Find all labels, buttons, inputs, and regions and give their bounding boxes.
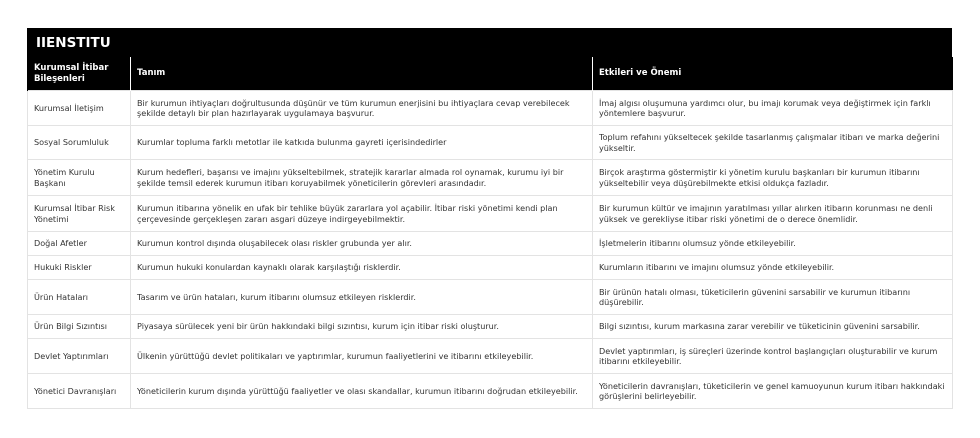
- cell-component: Doğal Afetler: [28, 232, 131, 256]
- cell-definition: Yöneticilerin kurum dışında yürüttüğü faaliyetler ve olası skandallar, kurumun itibarını doğrudan etkileyebilir.: [131, 374, 593, 409]
- table-row: [28, 374, 953, 409]
- table-container: [27, 28, 952, 409]
- cell-effect: Bilgi sızıntısı, kurum markasına zarar verebilir ve tüketicinin güvenini sarsabilir.: [593, 315, 953, 339]
- header-definition: Tanım: [131, 57, 593, 91]
- cell-component: Yönetim Kurulu Başkanı: [28, 160, 131, 196]
- table-row: [28, 315, 953, 339]
- cell-component: Ürün Hataları: [28, 280, 131, 315]
- table-row: [28, 91, 953, 126]
- cell-definition: Kurumun hukuki konulardan kaynaklı olarak karşılaştığı risklerdir.: [131, 256, 593, 280]
- header-row: [28, 57, 953, 91]
- table-row: [28, 196, 953, 232]
- cell-definition: Kurum hedefleri, başarısı ve imajını yükseltebilmek, stratejik kararlar almada rol oynamak, kurumu iyi bir şekilde temsil ederek kurumun itibarı koruyabilmek yöneticilerin görevleri arasındadır.: [131, 160, 593, 196]
- cell-definition: Piyasaya sürülecek yeni bir ürün hakkındaki bilgi sızıntısı, kurum için itibar riski oluşturur.: [131, 315, 593, 339]
- cell-effect: Toplum refahını yükseltecek şekilde tasarlanmış çalışmalar itibarı ve marka değerini yükseltir.: [593, 126, 953, 160]
- table-row: [28, 126, 953, 160]
- cell-component: Hukuki Riskler: [28, 256, 131, 280]
- reputation-table: [27, 57, 953, 409]
- cell-effect: Bir kurumun kültür ve imajının yaratılması yıllar alırken itibarın korunması ne denli yüksek ve gerekliyse itibar riski yönetimi de o derece önemlidir.: [593, 196, 953, 232]
- table-row: [28, 232, 953, 256]
- header-effects: Etkileri ve Önemi: [593, 57, 953, 91]
- table-row: [28, 160, 953, 196]
- cell-effect: Kurumların itibarını ve imajını olumsuz yönde etkileyebilir.: [593, 256, 953, 280]
- cell-component: Kurumsal İletişim: [28, 91, 131, 126]
- table-body: [28, 91, 953, 409]
- cell-effect: Devlet yaptırımları, iş süreçleri üzerinde kontrol başlangıçları oluşturabilir ve kurum itibarını etkileyebilir.: [593, 339, 953, 374]
- cell-effect: Birçok araştırma göstermiştir ki yönetim kurulu başkanları bir kurumun itibarını yükseltebilir veya düşürebilmekte etkisi oldukça fazladır.: [593, 160, 953, 196]
- table-row: [28, 280, 953, 315]
- cell-effect: Yöneticilerin davranışları, tüketicilerin ve genel kamuoyunun kurum itibarı hakkındaki görüşlerini belirleyebilir.: [593, 374, 953, 409]
- cell-effect: İmaj algısı oluşumuna yardımcı olur, bu imajı korumak veya değiştirmek için farklı yöntemlere başvurur.: [593, 91, 953, 126]
- cell-definition: Ülkenin yürüttüğü devlet politikaları ve yaptırımlar, kurumun faaliyetlerini ve itibarını etkileyebilir.: [131, 339, 593, 374]
- cell-definition: Kurumun kontrol dışında oluşabilecek olası riskler grubunda yer alır.: [131, 232, 593, 256]
- cell-component: Sosyal Sorumluluk: [28, 126, 131, 160]
- cell-component: Ürün Bilgi Sızıntısı: [28, 315, 131, 339]
- cell-definition: Tasarım ve ürün hataları, kurum itibarını olumsuz etkileyen risklerdir.: [131, 280, 593, 315]
- cell-definition: Bir kurumun ihtiyaçları doğrultusunda düşünür ve tüm kurumun enerjisini bu ihtiyaçlara cevap verebilecek şekilde detaylı bir plan hazırlayarak uygulamaya başvurur.: [131, 91, 593, 126]
- cell-component: Devlet Yaptırımları: [28, 339, 131, 374]
- cell-definition: Kurumun itibarına yönelik en ufak bir tehlike büyük zararlara yol açabilir. İtibar riski yönetimi kendi plan çerçevesinde gerçekleşen zararı asgari düzeye indirgeyebilmektir.: [131, 196, 593, 232]
- table-row: [28, 339, 953, 374]
- cell-effect: Bir ürünün hatalı olması, tüketicilerin güvenini sarsabilir ve kurumun itibarını düşürebilir.: [593, 280, 953, 315]
- header-components: Kurumsal İtibar Bileşenleri: [28, 57, 131, 91]
- brand-banner: IIENSTITU: [27, 28, 952, 57]
- cell-definition: Kurumlar topluma farklı metotlar ile katkıda bulunma gayreti içerisindedirler: [131, 126, 593, 160]
- cell-component: Kurumsal İtibar Risk Yönetimi: [28, 196, 131, 232]
- table-header: [28, 57, 953, 91]
- table-row: [28, 256, 953, 280]
- cell-component: Yönetici Davranışları: [28, 374, 131, 409]
- cell-effect: İşletmelerin itibarını olumsuz yönde etkileyebilir.: [593, 232, 953, 256]
